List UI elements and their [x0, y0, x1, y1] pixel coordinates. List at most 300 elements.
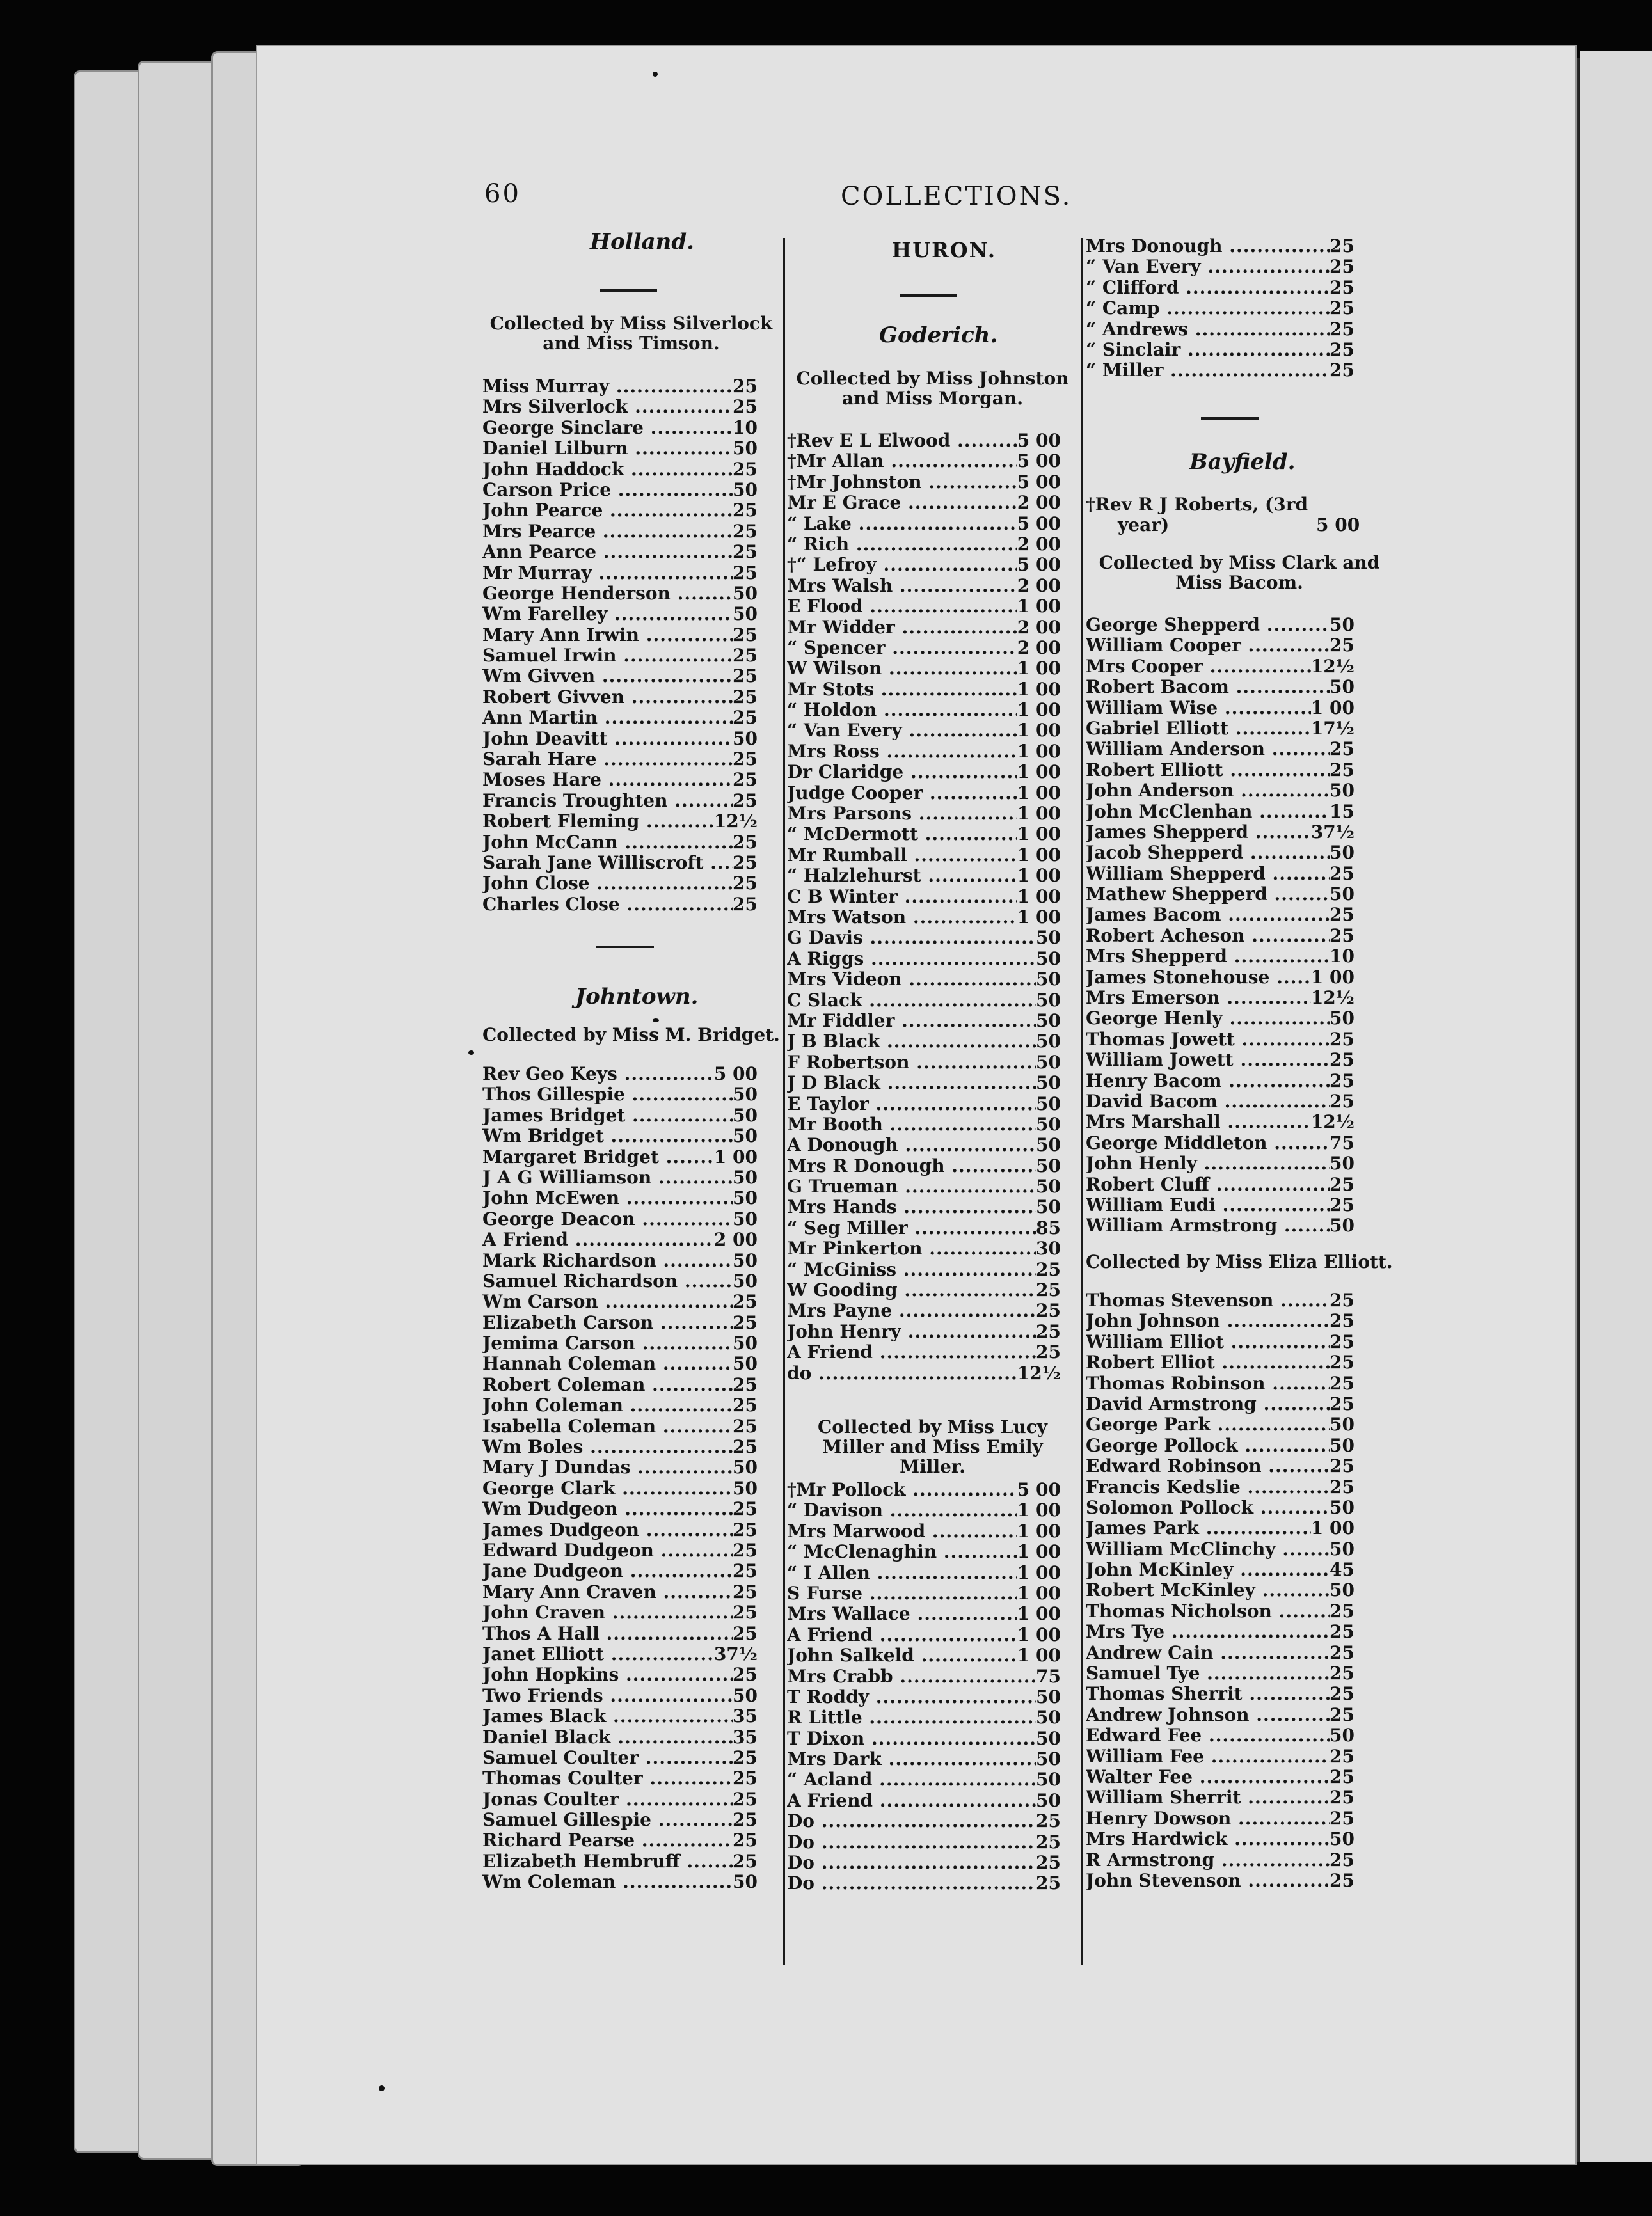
entry-name: John Deavitt .....	[482, 728, 733, 749]
entry-list-johntown	[482, 1063, 758, 1892]
list-item	[1086, 1194, 1354, 1215]
entry-amount: 1 00	[1017, 782, 1061, 803]
entry-name: John Anderson .....	[1086, 780, 1330, 801]
entry-amount: 25	[733, 1539, 758, 1561]
list-item	[482, 645, 758, 665]
entry-name: Mrs Hands .....	[787, 1196, 1036, 1217]
entry-amount: 25	[1330, 297, 1354, 319]
list-item	[1086, 697, 1354, 718]
list-item	[1086, 319, 1354, 339]
entry-amount: 50	[733, 1684, 758, 1706]
entry-name: A Friend .....	[787, 1790, 1036, 1811]
list-item	[1086, 1132, 1354, 1153]
list-item	[1086, 1174, 1354, 1194]
entry-name: James Bacom .....	[1086, 904, 1330, 925]
list-item	[787, 1238, 1061, 1258]
list-item	[1086, 1435, 1354, 1455]
entry-amount: 1 00	[1310, 966, 1354, 988]
entry-amount: 50	[1330, 1725, 1354, 1746]
entry-name: Richard Pearse .....	[482, 1830, 733, 1851]
entry-amount: 25	[1330, 924, 1354, 946]
list-item	[1086, 1352, 1354, 1372]
entry-amount: 1 00	[1017, 596, 1061, 617]
entry-name: Mrs Silverlock .....	[482, 396, 733, 417]
entry-amount: 25	[733, 645, 758, 667]
list-item	[482, 1312, 758, 1333]
entry-name: James Black .....	[482, 1706, 733, 1727]
list-item	[1086, 1373, 1354, 1393]
entry-name: G Trueman .....	[787, 1176, 1036, 1197]
list-item	[482, 1457, 758, 1477]
list-item	[482, 1540, 758, 1560]
list-item	[482, 1105, 758, 1125]
entry-amount: 5 00	[1017, 512, 1061, 534]
entry-amount: 5 00	[1017, 471, 1061, 493]
list-item	[787, 1176, 1061, 1196]
entry-amount: 1 00	[1017, 699, 1061, 721]
list-item	[787, 803, 1061, 823]
entry-amount: 50	[1036, 1196, 1061, 1218]
entry-name: Thomas Sherrit .....	[1086, 1683, 1330, 1704]
bayfield-note-amount: 5 00	[1316, 514, 1360, 535]
entry-amount: 25	[1330, 1455, 1354, 1477]
entry-amount: 50	[1036, 1789, 1061, 1811]
entry-amount: 25	[1330, 1028, 1354, 1050]
entry-name: Mr Pinkerton .....	[787, 1238, 1036, 1259]
entry-name: Thomas Stevenson .....	[1086, 1290, 1330, 1311]
entry-amount: 50	[1330, 780, 1354, 802]
collector-line: Collected by Miss Clark and Miss Bacom.	[1099, 552, 1380, 593]
entry-name: John Hopkins .....	[482, 1664, 733, 1685]
list-item	[787, 990, 1061, 1010]
entry-amount: 50	[733, 1270, 758, 1292]
entry-amount: 25	[1330, 1663, 1354, 1684]
list-item	[787, 1541, 1061, 1562]
entry-name: Miss Murray .....	[482, 376, 733, 397]
entry-name: Mrs Shepperd .....	[1086, 946, 1330, 967]
entry-amount: 25	[733, 748, 758, 770]
entry-amount: 25	[733, 1291, 758, 1313]
entry-amount: 50	[1036, 969, 1061, 990]
entry-amount: 25	[1330, 1807, 1354, 1829]
entry-amount: 50	[733, 1871, 758, 1893]
list-item	[482, 1519, 758, 1540]
entry-amount: 25	[1330, 1372, 1354, 1394]
entry-amount: 1 00	[1017, 844, 1061, 866]
list-item	[482, 1063, 758, 1084]
entry-name: Wm Givven .....	[482, 665, 733, 686]
entry-list-miller	[787, 1479, 1061, 1894]
entry-amount: 50	[1330, 1496, 1354, 1518]
entry-name: Wm Bridget .....	[482, 1125, 733, 1146]
entry-name: Thos Gillespie .....	[482, 1084, 733, 1105]
list-item	[482, 686, 758, 707]
entry-amount: 25	[1330, 1173, 1354, 1195]
entry-amount: 25	[1330, 759, 1354, 780]
section-rule	[1201, 417, 1259, 420]
entry-name: Wm Dudgeon .....	[482, 1498, 733, 1519]
list-item	[787, 1196, 1061, 1217]
entry-name: Francis Kedslie .....	[1086, 1476, 1330, 1498]
list-item	[482, 769, 758, 789]
entry-name: John Henly .....	[1086, 1153, 1330, 1174]
entry-name: A Friend .....	[787, 1624, 1017, 1645]
list-item	[1086, 656, 1354, 676]
entry-name: William McClinchy .....	[1086, 1539, 1330, 1560]
entry-name: “ McGiniss .....	[787, 1259, 1036, 1280]
entry-name: John Stevenson .....	[1086, 1870, 1330, 1891]
entry-amount: 25	[733, 1809, 758, 1831]
entry-name: William Wise .....	[1086, 697, 1311, 718]
entry-name: Hannah Coleman .....	[482, 1353, 733, 1374]
entry-name: Thos A Hall .....	[482, 1623, 733, 1644]
entry-amount: 25	[733, 789, 758, 811]
entry-name: “ Camp .....	[1086, 297, 1330, 319]
list-item	[787, 969, 1061, 989]
list-item	[1086, 759, 1354, 780]
list-item	[1086, 614, 1354, 635]
entry-name: James Park .....	[1086, 1517, 1311, 1539]
entry-amount: 25	[733, 686, 758, 708]
entry-name: Mr E Grace .....	[787, 492, 1017, 513]
entry-amount: 25	[1330, 256, 1354, 278]
entry-amount: 25	[1036, 1300, 1061, 1322]
entry-name: Thomas Jowett .....	[1086, 1029, 1330, 1050]
list-item	[1086, 1601, 1354, 1621]
entry-name: Henry Bacom .....	[1086, 1070, 1330, 1091]
list-item	[787, 1852, 1061, 1872]
entry-name: Do .....	[787, 1852, 1036, 1873]
entry-name: Thomas Nicholson .....	[1086, 1601, 1330, 1622]
list-item	[787, 1114, 1061, 1134]
bayfield-note-line2: year)	[1118, 514, 1170, 535]
list-item	[482, 1250, 758, 1270]
entry-name: “ Acland .....	[787, 1769, 1036, 1790]
list-item	[482, 1395, 758, 1415]
entry-amount: 1 00	[1017, 885, 1061, 907]
entry-name: Do .....	[787, 1810, 1036, 1832]
entry-name: “ Clifford .....	[1086, 277, 1330, 298]
list-item	[482, 459, 758, 479]
entry-amount: 25	[733, 1622, 758, 1644]
list-item	[482, 1747, 758, 1768]
entry-amount: 25	[1330, 1683, 1354, 1705]
entry-name: Edward Fee .....	[1086, 1725, 1330, 1746]
entry-amount: 25	[733, 562, 758, 583]
list-item	[1086, 297, 1354, 318]
list-item	[482, 1685, 758, 1706]
list-item	[787, 865, 1061, 885]
entry-name: John McClenhan .....	[1086, 801, 1330, 822]
entry-amount: 25	[733, 1395, 758, 1416]
entry-amount: 50	[733, 1457, 758, 1478]
entry-name: †Rev E L Elwood .....	[787, 430, 1017, 451]
list-item	[482, 1560, 758, 1581]
entry-amount: 25	[1330, 1869, 1354, 1891]
list-item	[1086, 1008, 1354, 1028]
entry-name: Mrs Dark .....	[787, 1748, 1036, 1769]
list-item	[787, 596, 1061, 616]
list-item	[1086, 676, 1354, 697]
entry-name: William Armstrong .....	[1086, 1215, 1330, 1236]
list-item	[787, 1341, 1061, 1362]
entry-amount: 50	[1036, 947, 1061, 969]
entry-amount: 25	[1330, 235, 1354, 257]
entry-name: F Robertson .....	[787, 1052, 1036, 1073]
entry-name: Mrs Payne .....	[787, 1300, 1036, 1321]
entry-amount: 50	[1036, 1051, 1061, 1073]
entry-amount: 25	[1330, 1310, 1354, 1332]
list-item	[482, 852, 758, 873]
list-item	[482, 1851, 758, 1871]
list-item	[787, 1748, 1061, 1769]
county-heading: HURON.	[892, 238, 996, 262]
entry-name: Rev Geo Keys .....	[482, 1063, 714, 1084]
entry-amount: 1 00	[1017, 740, 1061, 762]
entry-amount: 50	[733, 479, 758, 500]
entry-name: Samuel Gillespie .....	[482, 1809, 733, 1830]
entry-name: George Pollock .....	[1086, 1435, 1330, 1456]
list-item	[482, 1643, 758, 1664]
entry-name: Robert Elliot .....	[1086, 1352, 1330, 1373]
list-item	[1086, 1455, 1354, 1476]
entry-name: Walter Fee .....	[1086, 1766, 1330, 1787]
entry-name: John McEwen .....	[482, 1187, 733, 1208]
entry-amount: 25	[733, 376, 758, 397]
entry-amount: 1 00	[1017, 823, 1061, 845]
collector-line: Collected by Miss Johnston and Miss Morgan.	[796, 368, 1069, 409]
entry-amount: 25	[1330, 1049, 1354, 1071]
entry-amount: 1 00	[1310, 1517, 1354, 1539]
column-divider-left	[783, 238, 785, 1965]
entry-name: Sarah Hare .....	[482, 748, 733, 770]
entry-amount: 50	[1330, 1538, 1354, 1560]
entry-name: Andrew Johnson .....	[1086, 1704, 1330, 1725]
list-item	[787, 782, 1061, 803]
list-item	[787, 637, 1061, 658]
entry-amount: 25	[733, 1311, 758, 1333]
entry-name: Jemima Carson .....	[482, 1333, 733, 1354]
list-item	[787, 1031, 1061, 1051]
entry-amount: 50	[1330, 883, 1354, 905]
entry-amount: 50	[733, 1353, 758, 1375]
list-item	[787, 720, 1061, 740]
entry-amount: 25	[733, 1664, 758, 1686]
entry-amount: 50	[1330, 1828, 1354, 1850]
list-item	[787, 513, 1061, 534]
entry-name: Mr Widder .....	[787, 617, 1017, 638]
entry-amount: 50	[1036, 1093, 1061, 1114]
list-item	[1086, 904, 1354, 924]
entry-name: †Mr Johnston .....	[787, 471, 1017, 493]
entry-amount: 50	[1036, 1113, 1061, 1135]
list-item	[787, 1562, 1061, 1583]
list-item	[482, 1664, 758, 1684]
list-item	[482, 1789, 758, 1809]
list-item	[482, 748, 758, 769]
entry-amount: 25	[733, 831, 758, 853]
list-item	[482, 479, 758, 500]
entry-amount: 25	[733, 769, 758, 791]
list-item	[482, 1830, 758, 1850]
list-item	[1086, 718, 1354, 738]
entry-amount: 50	[1330, 1153, 1354, 1175]
entry-name: Robert Cluff .....	[1086, 1174, 1330, 1195]
list-item	[482, 1498, 758, 1519]
entry-amount: 25	[1036, 1279, 1061, 1301]
entry-amount: 1 00	[1017, 1582, 1061, 1604]
list-item	[787, 1769, 1061, 1789]
section-title-johntown: Johntown.	[575, 984, 699, 1009]
entry-amount: 1 00	[1017, 906, 1061, 928]
entry-amount: 2 00	[713, 1229, 758, 1251]
entry-amount: 12½	[1310, 987, 1354, 1009]
list-item	[1086, 1559, 1354, 1579]
list-item	[482, 790, 758, 811]
list-item	[787, 1603, 1061, 1624]
entry-amount: 25	[733, 1850, 758, 1872]
list-item	[1086, 967, 1354, 987]
list-item	[787, 1583, 1061, 1603]
ink-speck	[653, 72, 658, 77]
entry-amount: 50	[733, 1333, 758, 1354]
entry-amount: 50	[1036, 1707, 1061, 1729]
bayfield-note-line1: †Rev R J Roberts, (3rd	[1086, 494, 1308, 515]
entry-name: John Henry .....	[787, 1321, 1036, 1342]
entry-name: J A G Williamson .....	[482, 1167, 733, 1188]
entry-amount: 25	[733, 1768, 758, 1789]
entry-name: Mary J Dundas .....	[482, 1457, 733, 1478]
list-item	[1086, 1704, 1354, 1725]
page-title: COLLECTIONS.	[841, 182, 1072, 211]
book-page	[256, 45, 1577, 2165]
entry-amount: 25	[1330, 738, 1354, 760]
list-item	[787, 450, 1061, 471]
entry-name: Mrs Marwood .....	[787, 1521, 1017, 1542]
list-item	[787, 1093, 1061, 1114]
entry-amount: 75	[1330, 1132, 1354, 1153]
entry-name: Robert Coleman .....	[482, 1374, 733, 1395]
list-item	[1086, 635, 1354, 655]
list-item	[482, 541, 758, 562]
entry-amount: 50	[733, 1166, 758, 1188]
entry-name: John Close .....	[482, 873, 733, 894]
list-item	[787, 1810, 1061, 1831]
list-item	[482, 873, 758, 893]
entry-name: W Wilson .....	[787, 658, 1017, 679]
list-item	[787, 1259, 1061, 1279]
entry-amount: 1 00	[1017, 1500, 1061, 1521]
entry-name: John Pearce .....	[482, 500, 733, 521]
entry-name: “ Davison .....	[787, 1500, 1017, 1521]
entry-name: Mrs Watson .....	[787, 906, 1017, 928]
entry-amount: 25	[1330, 1766, 1354, 1787]
list-item	[1086, 339, 1354, 360]
entry-name: Wm Farelley .....	[482, 603, 733, 624]
list-item	[1086, 1153, 1354, 1173]
entry-amount: 25	[1330, 1704, 1354, 1725]
entry-name: Mrs Crabb .....	[787, 1666, 1036, 1687]
entry-amount: 50	[1330, 1414, 1354, 1436]
list-item	[482, 811, 758, 831]
list-item	[787, 741, 1061, 761]
collector-line: Collected by Miss Lucy Miller and Miss Emily Miller.	[817, 1416, 1048, 1477]
list-item	[482, 500, 758, 520]
entry-name: C B Winter .....	[787, 886, 1017, 907]
list-item	[787, 1645, 1061, 1665]
entry-name: Samuel Irwin .....	[482, 645, 733, 666]
list-item	[787, 948, 1061, 969]
list-item	[482, 728, 758, 748]
entry-name: Charles Close .....	[482, 894, 733, 915]
entry-name: Wm Carson .....	[482, 1291, 733, 1312]
list-item	[482, 1187, 758, 1208]
list-item	[1086, 1476, 1354, 1497]
entry-amount: 50	[1036, 1031, 1061, 1052]
section-title-bayfield: Bayfield.	[1189, 449, 1296, 475]
list-item	[1086, 1310, 1354, 1331]
entry-name: A Donough .....	[787, 1134, 1036, 1155]
list-item	[787, 1279, 1061, 1300]
entry-amount: 25	[733, 541, 758, 563]
entry-amount: 25	[733, 1788, 758, 1810]
list-item	[787, 906, 1061, 927]
list-item	[787, 617, 1061, 637]
entry-amount: 50	[1036, 1727, 1061, 1749]
list-item	[482, 1602, 758, 1622]
entry-amount: 50	[1036, 1072, 1061, 1094]
entry-name: James Bridget .....	[482, 1105, 733, 1126]
entry-amount: 2 00	[1017, 616, 1061, 638]
list-item	[482, 1229, 758, 1249]
column-divider-right	[1081, 238, 1083, 1965]
entry-amount: 50	[1330, 842, 1354, 864]
entry-name: R Armstrong .....	[1086, 1849, 1330, 1871]
entry-amount: 5 00	[1017, 1479, 1061, 1500]
entry-name: Mrs Wallace .....	[787, 1603, 1017, 1624]
entry-name: T Roddy .....	[787, 1686, 1036, 1707]
list-item	[482, 894, 758, 914]
list-item	[482, 1768, 758, 1788]
entry-amount: 25	[733, 1560, 758, 1582]
entry-name: “ McClenaghin .....	[787, 1541, 1017, 1562]
entry-amount: 25	[1330, 1621, 1354, 1643]
entry-name: John McCann .....	[482, 832, 733, 853]
list-item	[482, 665, 758, 686]
list-item	[1086, 1621, 1354, 1642]
list-item	[787, 575, 1061, 596]
entry-amount: 50	[1330, 1579, 1354, 1601]
entry-amount: 25	[733, 1373, 758, 1395]
list-item	[1086, 1746, 1354, 1766]
entry-name: T Dixon .....	[787, 1728, 1036, 1749]
entry-amount: 1 00	[1017, 1562, 1061, 1583]
list-item	[482, 1291, 758, 1311]
entry-name: “ Miller .....	[1086, 360, 1330, 381]
entry-amount: 25	[1330, 318, 1354, 340]
list-item	[1086, 883, 1354, 904]
entry-amount: 25	[733, 873, 758, 894]
entry-amount: 12½	[1310, 655, 1354, 677]
entry-name: “ Van Every .....	[787, 720, 1017, 741]
entry-amount: 25	[733, 851, 758, 873]
entry-amount: 12½	[1310, 1111, 1354, 1133]
entry-name: Wm Boles .....	[482, 1436, 733, 1457]
list-item	[482, 1478, 758, 1498]
list-item	[1086, 1070, 1354, 1091]
entry-list-bayfield	[1086, 614, 1354, 1236]
entry-amount: 25	[733, 707, 758, 729]
